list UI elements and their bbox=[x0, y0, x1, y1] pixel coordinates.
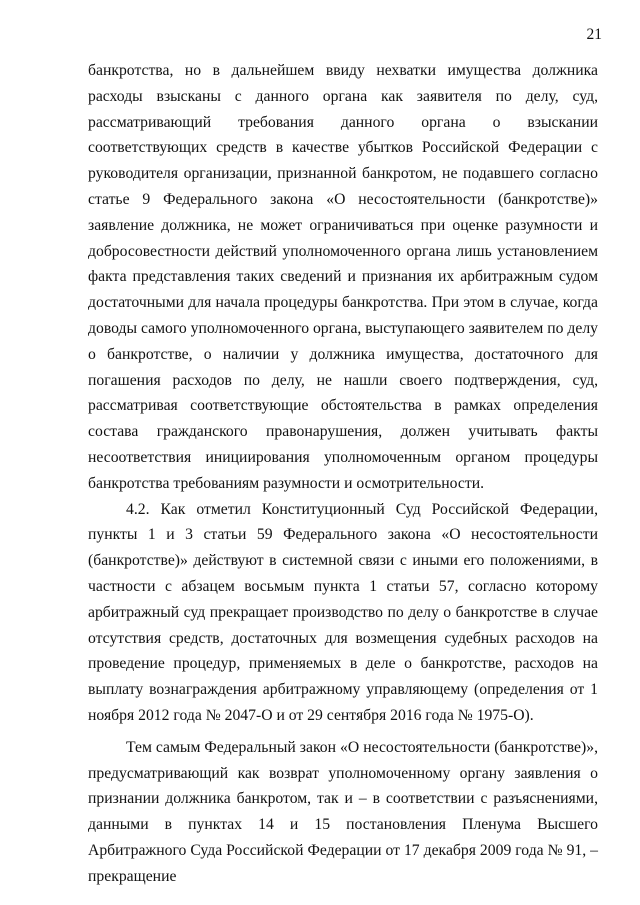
paragraph-4-2: 4.2. Как отметил Конституционный Суд Российской Федерации, пункты 1 и 3 статьи 59 Федерального закона «О несостоятельности (банкротстве)» действуют в системной связи с иными его положениями, в частности с абзацем восьмым пункта 1 статьи 57, согласно которому арбитражный суд прекращает производство по делу о банкротстве в случае отсутствия средств, достаточных для возмещения судебных расходов на проведение процедур, применяемых в деле о банкротстве, расходов на выплату вознаграждения арбитражному управляющему (определения от 1 ноября 2012 года № 2047-О и от 29 сентября 2016 года № 1975-О). bbox=[88, 500, 598, 724]
page-number: 21 bbox=[586, 26, 602, 43]
document-body bbox=[88, 58, 598, 890]
paragraph-continuation: банкротства, но в дальнейшем ввиду нехватки имущества должника расходы взысканы с данного органа как заявителя по делу, суд, рассматривающий требования данного органа о взыскании соответствующих средств в качестве убытков Российской Федерации с руководителя организации, признанной банкротом, не подавшего согласно статье 9 Федерального закона «О несостоятельности (банкротстве)» заявление должника, не может ограничиваться при оценке разумности и добросовестности действий уполномоченного органа лишь установлением факта представления таких сведений и признания их арбитражным судом достаточными для начала процедуры банкротства. При этом в случае, когда доводы самого уполномоченного органа, выступающего заявителем по делу о банкротстве, о наличии у должника имущества, достаточного для погашения расходов по делу, не нашли своего подтверждения, суд, рассматривая соответствующие обстоятельства в рамках определения состава гражданского правонарушения, должен учитывать факты несоответствия инициирования уполномоченным органом процедуры банкротства требованиям разумности и осмотрительности. bbox=[88, 62, 598, 492]
paragraph-federal-law: Тем самым Федеральный закон «О несостоятельности (банкротстве)», предусматривающий как возврат уполномоченному органу заявления о признании должника банкротом, так и – в соответствии с разъяснениями, данными в пунктах 14 и 15 постановления Пленума Высшего Арбитражного Суда Российской Федерации от 17 декабря 2009 года № 91, – прекращение bbox=[88, 738, 598, 885]
